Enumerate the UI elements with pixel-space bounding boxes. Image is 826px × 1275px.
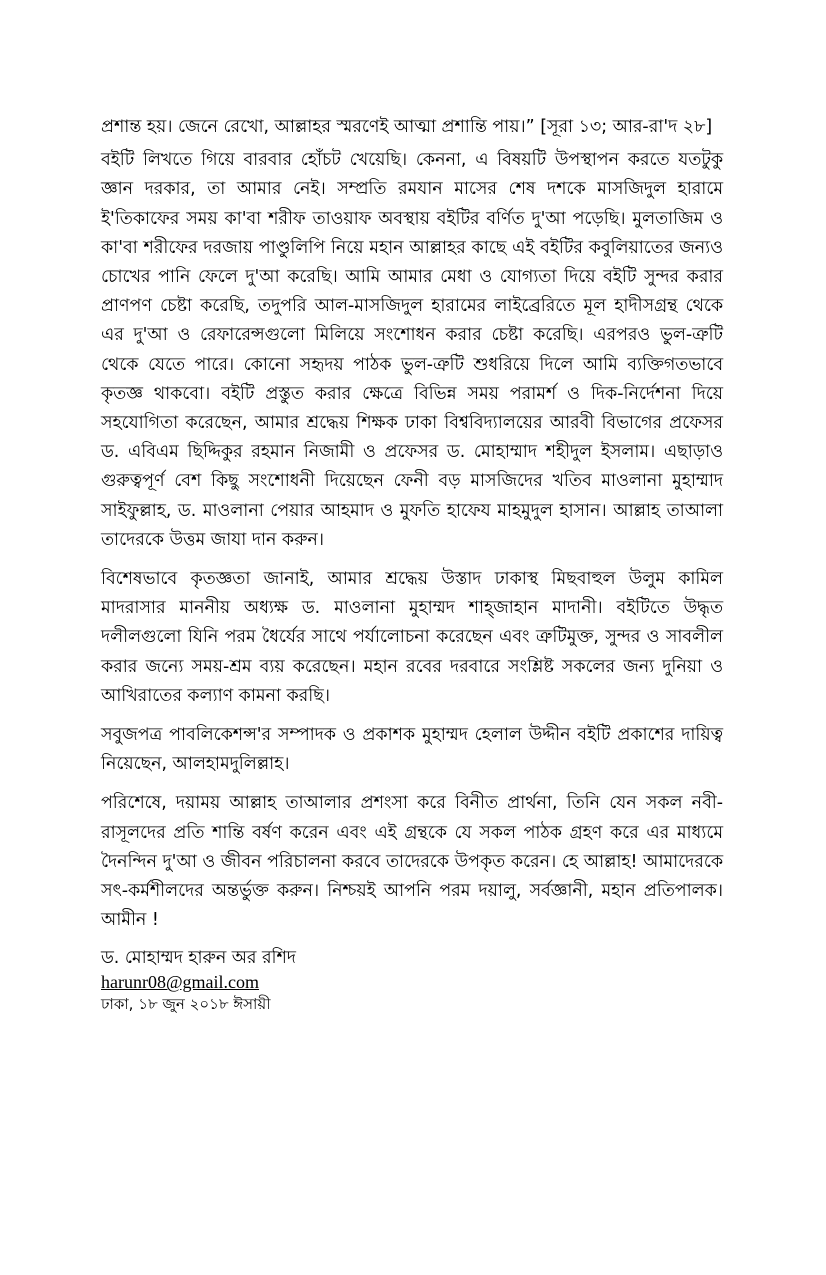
- paragraph-publisher: সবুজপত্র পাবলিকেশন্স'র সম্পাদক ও প্রকাশক মুহাম্মদ হেলাল উদ্দীন বইটি প্রকাশের দায়িত্ব নিয়েছেন, আলহামদুলিল্লাহ।: [101, 725, 723, 775]
- author-signature: ড. মোহাম্মদ হারুন অর রশিদ: [101, 948, 296, 969]
- paragraph-closing-prayer: পরিশেষে, দয়াময় আল্লাহ তাআলার প্রশংসা করে বিনীত প্রার্থনা, তিনি যেন সকল নবী-রাসূলদের প্রতি শান্তি বর্ষণ করেন এবং এই গ্রন্থকে যে সকল পাঠক গ্রহণ করে এর মাধ্যমে দৈনন্দিন দু'আ ও জীবন পরিচালনা করবে তাদেরকে উপকৃত করেন। হে আল্লাহ! আমাদেরকে সৎ-কর্মশীলদের অন্তর্ভুক্ত করুন। নিশ্চয়ই আপনি পরম দয়ালু, সর্বজ্ঞানী, মহান প্রতিপালক। আমীন !: [101, 793, 723, 931]
- paragraph-acknowledgement: বইটি লিখতে গিয়ে বারবার হোঁচট খেয়েছি। কেননা, এ বিষয়টি উপস্থাপন করতে যতটুকু জ্ঞান দরকার, তা আমার নেই। সম্প্রতি রমযান মাসের শেষ দশকে মাসজিদুল হারামে ই'তিকাফের সময় কা'বা শরীফ তাওয়াফ অবস্থায় বইটির বর্ণিত দু'আ পড়েছি। মুলতাজিম ও কা'বা শরীফের দরজায় পাণ্ডুলিপি নিয়ে মহান আল্লাহর কাছে এই বইটির কবুলিয়াতের জন্যও চোখের পানি ফেলে দু'আ করেছি। আমি আমার মেধা ও যোগ্যতা দিয়ে বইটি সুন্দর করার প্রাণপণ চেষ্টা করেছি, তদুপরি আল-মাসজিদুল হারামের লাইব্রেরিতে মূল হাদীসগ্রন্থ থেকে এর দু'আ ও রেফারেন্সগুলো মিলিয়ে সংশোধন করার চেষ্টা করেছি। এরপরও ভুল-ত্রুটি থেকে যেতে পারে। কোনো সহৃদয় পাঠক ভুল-ত্রুটি শুধরিয়ে দিলে আমি ব্যক্তিগতভাবে কৃতজ্ঞ থাকবো। বইটি প্রস্তুত করার ক্ষেত্রে বিভিন্ন সময় পরামর্শ ও দিক-নির্দেশনা দিয়ে সহযোগিতা করেছেন, আমার শ্রদ্ধেয় শিক্ষক ঢাকা বিশ্ববিদ্যালয়ের আরবী বিভাগের প্রফেসর ড. এবিএম ছিদ্দিকুর রহমান নিজামী ও প্রফেসর ড. মোহাম্মাদ শহীদুল ইসলাম। এছাড়াও গুরুত্বপূর্ণ বেশ কিছু সংশোধনী দিয়েছেন ফেনী বড় মাসজিদের খতিব মাওলানা মুহাম্মাদ সাইফুল্লাহ, ড. মাওলানা পেয়ার আহমাদ ও মুফতি হাফেয মাহমুদুল হাসান। আল্লাহ তাআলা তাদেরকে উত্তম জাযা দান করুন।: [101, 150, 723, 550]
- author-email-link[interactable]: harunr08@gmail.com: [101, 972, 260, 993]
- dateline: ঢাকা, ১৮ জুন ২০১৮ ঈসায়ী: [101, 995, 271, 1014]
- paragraph-special-thanks: বিশেষভাবে কৃতজ্ঞতা জানাই, আমার শ্রদ্ধেয় উস্তাদ ঢাকাস্থ মিছবাহুল উলুম কামিল মাদরাসার মাননীয় অধ্যক্ষ ড. মাওলানা মুহাম্মদ শাহ্‌জাহান মাদানী। বইটিতে উদ্ধৃত দলীলগুলো যিনি পরম ধৈর্যের সাথে পর্যালোচনা করেছেন এবং ত্রুটিমুক্ত, সুন্দর ও সাবলীল করার জন্যে সময়-শ্রম ব্যয় করেছেন। মহান রবের দরবারে সংশ্লিষ্ট সকলের জন্য দুনিয়া ও আখিরাতের কল্যাণ কামনা করছি।: [101, 569, 723, 706]
- paragraph-quote-end: প্রশান্ত হয়। জেনে রেখো, আল্লাহর স্মরণেই আত্মা প্রশান্তি পায়।” [সূরা ১৩; আর-রা'দ ২৮]: [101, 117, 713, 137]
- document-page: [101, 113, 723, 1015]
